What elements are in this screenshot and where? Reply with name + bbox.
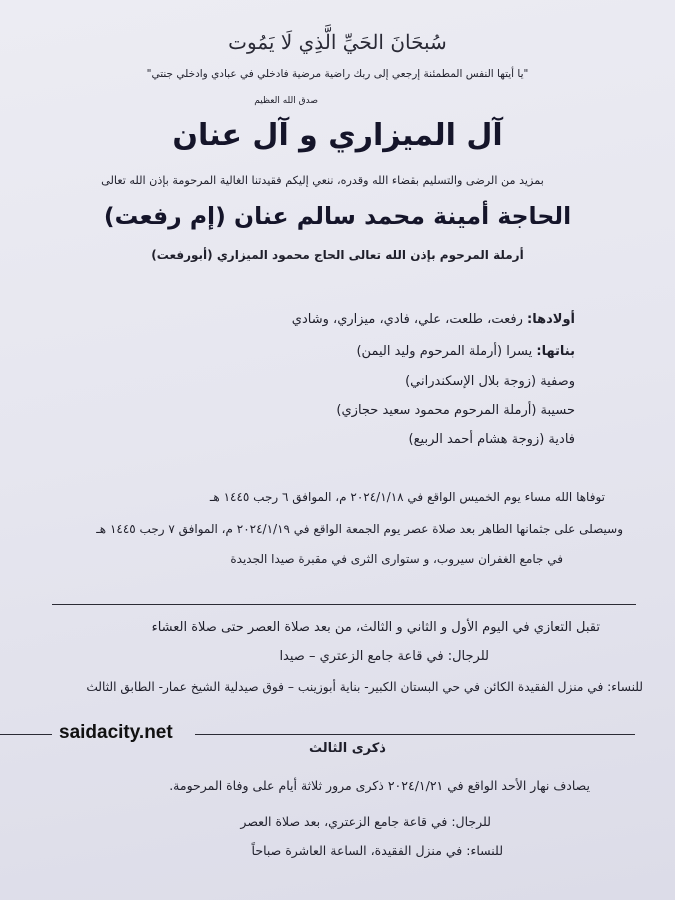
section-divider (52, 604, 636, 605)
watermark-site: saidacity.net (59, 722, 173, 743)
daughter-line: فادية (زوجة هشام أحمد الربيع) (408, 432, 575, 447)
daughter-name: يسرا (أرملة المرحوم وليد اليمن) (356, 344, 537, 359)
third-day-title: ذكرى الثالث (309, 741, 386, 756)
verse-source: صدق الله العظيم (254, 96, 318, 106)
third-day-men: للرجال: في قاعة جامع الزعتري، بعد صلاة العصر (240, 814, 491, 829)
sons-line (292, 312, 575, 327)
announcement-line: بمزيد من الرضى والتسليم بقضاء الله وقدره، ننعي إليكم فقيدتنا الغالية المرحومة بإذن الله تعالى (101, 174, 544, 187)
sons-label: أولادها: (527, 312, 575, 327)
verse-title: سُبحَانَ الحَيِّ الَّذِي لَا يَمُوت (228, 30, 447, 54)
daughter-line: حسيبة (أرملة المرحوم محمود سعيد حجازي) (336, 403, 575, 418)
condolences-intro: تقبل التعازي في اليوم الأول و الثاني و الثالث، من بعد صلاة العصر حتى صلاة العشاء (151, 620, 600, 635)
section-divider (195, 734, 635, 735)
third-day-line: يصادف نهار الأحد الواقع في ٢٠٢٤/١/٢١ ذكرى مرور ثلاثة أيام على وفاة المرحومة. (169, 778, 590, 793)
burial-line: في جامع الغفران سيروب، و ستوارى الثرى في مقبرة صيدا الجديدة (230, 552, 563, 566)
sons-names: رفعت، طلعت، علي، فادي، ميزاري، وشادي (291, 312, 528, 327)
deceased-name: الحاجة أمينة محمد سالم عنان (إم رفعت) (103, 202, 572, 230)
family-name-heading: آل الميزاري و آل عنان (172, 118, 503, 153)
condolences-women: للنساء: في منزل الفقيدة الكائن في حي البستان الكبير- بناية أبوزينب – فوق صيدلية الشيخ عمار- الطابق الثالث (86, 680, 643, 694)
third-day-women: للنساء: في منزل الفقيدة، الساعة العاشرة صباحاً (251, 843, 503, 858)
daughter-line: وصفية (زوجة بلال الإسكندراني) (405, 374, 575, 389)
funeral-prayer-line: وسيصلى على جثمانها الطاهر بعد صلاة عصر يوم الجمعة الواقع في ٢٠٢٤/١/١٩ م، الموافق ٧ رجب ١٤٤٥ هـ (96, 522, 623, 536)
daughters-label: بناتها: (536, 344, 575, 359)
condolences-men: للرجال: في قاعة جامع الزعتري – صيدا (279, 649, 489, 664)
verse-quote: "يا أيتها النفس المطمئنة إرجعي إلى ربك راضية مرضية فادخلي في عبادي وادخلي جنتي" (146, 68, 529, 80)
daughters-line (356, 344, 575, 359)
widow-of-line: أرملة المرحوم بإذن الله تعالى الحاج محمود الميزاري (أبورفعت) (151, 248, 524, 262)
watermark-rule-left (0, 734, 52, 735)
death-date-line: توفاها الله مساء يوم الخميس الواقع في ٢٠٢٤/١/١٨ م، الموافق ٦ رجب ١٤٤٥ هـ (209, 490, 605, 504)
